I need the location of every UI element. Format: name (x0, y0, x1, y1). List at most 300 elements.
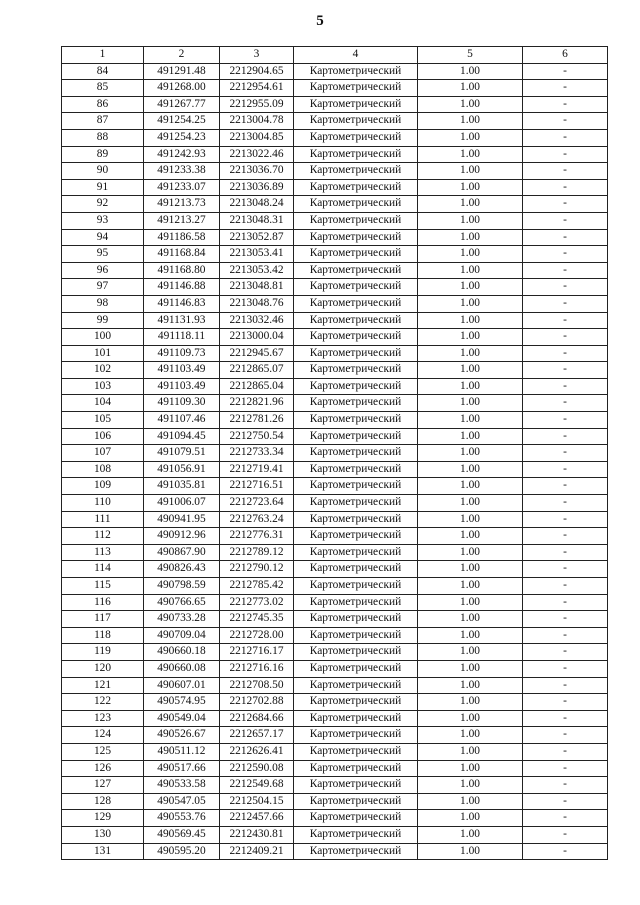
table-cell: Картометрический (294, 644, 418, 661)
table-cell: 2212821.96 (220, 395, 294, 412)
table-cell: 2212781.26 (220, 412, 294, 429)
table-row (62, 63, 608, 80)
table-cell: 1.00 (418, 428, 523, 445)
table-cell: 1.00 (418, 793, 523, 810)
table-cell: 104 (62, 395, 144, 412)
table-cell: 1.00 (418, 594, 523, 611)
table-cell: 491131.93 (144, 312, 220, 329)
table-header-row (62, 47, 608, 64)
table-cell: - (523, 63, 608, 80)
table-cell: 2212719.41 (220, 461, 294, 478)
table-cell: Картометрический (294, 777, 418, 794)
table-row (62, 644, 608, 661)
table-cell: 1.00 (418, 511, 523, 528)
table-cell: - (523, 80, 608, 97)
table-cell: 491168.84 (144, 246, 220, 263)
table-cell: 89 (62, 146, 144, 163)
table-cell: 1.00 (418, 461, 523, 478)
table-cell: 2213052.87 (220, 229, 294, 246)
table-cell: 491291.48 (144, 63, 220, 80)
table-cell: 1.00 (418, 760, 523, 777)
table-cell: 2212865.04 (220, 378, 294, 395)
table-cell: 2213036.70 (220, 163, 294, 180)
table-cell: 491213.73 (144, 196, 220, 213)
table-cell: 490607.01 (144, 677, 220, 694)
table-cell: 1.00 (418, 478, 523, 495)
table-cell: Картометрический (294, 428, 418, 445)
table-row (62, 96, 608, 113)
table-cell: - (523, 578, 608, 595)
table-cell: 98 (62, 295, 144, 312)
table-cell: Картометрический (294, 793, 418, 810)
table-cell: 87 (62, 113, 144, 130)
table-cell: Картометрический (294, 677, 418, 694)
coordinates-table (61, 46, 608, 860)
table-cell: 2212708.50 (220, 677, 294, 694)
table-cell: - (523, 378, 608, 395)
table-cell: 2212684.66 (220, 710, 294, 727)
table-cell: - (523, 528, 608, 545)
table-row (62, 561, 608, 578)
table-cell: 120 (62, 660, 144, 677)
table-cell: - (523, 793, 608, 810)
table-row (62, 295, 608, 312)
table-cell: 1.00 (418, 395, 523, 412)
table-cell: - (523, 627, 608, 644)
table-cell: 103 (62, 378, 144, 395)
table-cell: - (523, 196, 608, 213)
table-row (62, 129, 608, 146)
table-cell: 1.00 (418, 262, 523, 279)
table-cell: - (523, 146, 608, 163)
table-row (62, 312, 608, 329)
table-cell: 491233.07 (144, 179, 220, 196)
table-cell: 1.00 (418, 345, 523, 362)
table-row (62, 246, 608, 263)
table-cell: Картометрический (294, 743, 418, 760)
table-cell: Картометрический (294, 445, 418, 462)
table-cell: 491094.45 (144, 428, 220, 445)
table-cell: 126 (62, 760, 144, 777)
table-cell: 490660.08 (144, 660, 220, 677)
table-cell: - (523, 760, 608, 777)
table-cell: 118 (62, 627, 144, 644)
table-cell: 491168.80 (144, 262, 220, 279)
table-cell: Картометрический (294, 561, 418, 578)
table-cell: - (523, 428, 608, 445)
table-cell: 1.00 (418, 80, 523, 97)
table-cell: Картометрический (294, 80, 418, 97)
table-cell: 1.00 (418, 229, 523, 246)
table-cell: - (523, 478, 608, 495)
table-cell: 110 (62, 495, 144, 512)
table-cell: - (523, 295, 608, 312)
table-cell: 490826.43 (144, 561, 220, 578)
table-cell: 111 (62, 511, 144, 528)
table-cell: 2213048.24 (220, 196, 294, 213)
table-cell: 108 (62, 461, 144, 478)
table-cell: 116 (62, 594, 144, 611)
column-header: 4 (294, 47, 418, 64)
table-cell: Картометрический (294, 495, 418, 512)
table-cell: - (523, 262, 608, 279)
table-row (62, 279, 608, 296)
table-row (62, 677, 608, 694)
table-cell: 1.00 (418, 727, 523, 744)
column-header: 1 (62, 47, 144, 64)
table-cell: - (523, 412, 608, 429)
table-cell: 101 (62, 345, 144, 362)
table-cell: - (523, 345, 608, 362)
table-cell: 2212409.21 (220, 843, 294, 860)
table-row (62, 262, 608, 279)
table-cell: - (523, 312, 608, 329)
table-cell: 1.00 (418, 777, 523, 794)
table-cell: - (523, 561, 608, 578)
table-cell: 491254.23 (144, 129, 220, 146)
table-cell: 2213004.85 (220, 129, 294, 146)
table-cell: - (523, 129, 608, 146)
table-cell: Картометрический (294, 810, 418, 827)
table-cell: 1.00 (418, 495, 523, 512)
table-cell: - (523, 611, 608, 628)
table-cell: 2212549.68 (220, 777, 294, 794)
table-cell: - (523, 96, 608, 113)
table-cell: 490547.05 (144, 793, 220, 810)
table-cell: 2213000.04 (220, 329, 294, 346)
table-row (62, 80, 608, 97)
table-cell: 1.00 (418, 644, 523, 661)
table-row (62, 710, 608, 727)
table-cell: 2212785.42 (220, 578, 294, 595)
table-cell: Картометрический (294, 694, 418, 711)
table-cell: Картометрический (294, 528, 418, 545)
table-cell: 1.00 (418, 163, 523, 180)
table-cell: 1.00 (418, 694, 523, 711)
table-cell: 92 (62, 196, 144, 213)
table-cell: 490517.66 (144, 760, 220, 777)
table-cell: 491233.38 (144, 163, 220, 180)
table-cell: 125 (62, 743, 144, 760)
table-row (62, 793, 608, 810)
table-cell: Картометрический (294, 212, 418, 229)
table-cell: 88 (62, 129, 144, 146)
table-row (62, 843, 608, 860)
table-cell: 2212728.00 (220, 627, 294, 644)
table-cell: 490766.65 (144, 594, 220, 611)
table-cell: Картометрический (294, 246, 418, 263)
table-cell: Картометрический (294, 461, 418, 478)
table-cell: 490569.45 (144, 826, 220, 843)
table-row (62, 212, 608, 229)
table-cell: 113 (62, 544, 144, 561)
table-cell: 2213048.31 (220, 212, 294, 229)
table-cell: Картометрический (294, 146, 418, 163)
table-cell: Картометрический (294, 594, 418, 611)
table-row (62, 544, 608, 561)
table-cell: - (523, 212, 608, 229)
table-cell: - (523, 810, 608, 827)
table-cell: - (523, 246, 608, 263)
table-cell: - (523, 461, 608, 478)
table-row (62, 229, 608, 246)
table-cell: 491268.00 (144, 80, 220, 97)
table-cell: Картометрический (294, 544, 418, 561)
table-cell: 1.00 (418, 295, 523, 312)
table-cell: 2212790.12 (220, 561, 294, 578)
table-row (62, 445, 608, 462)
table-cell: 131 (62, 843, 144, 860)
table-cell: Картометрический (294, 412, 418, 429)
table-cell: - (523, 179, 608, 196)
table-cell: 490533.58 (144, 777, 220, 794)
table-cell: 2212733.34 (220, 445, 294, 462)
table-row (62, 694, 608, 711)
page-number: 5 (316, 13, 324, 29)
table-cell: 1.00 (418, 528, 523, 545)
table-cell: 490511.12 (144, 743, 220, 760)
table-cell: - (523, 826, 608, 843)
table-row (62, 611, 608, 628)
table-cell: 97 (62, 279, 144, 296)
table-cell: Картометрический (294, 295, 418, 312)
table-cell: 1.00 (418, 412, 523, 429)
table-cell: 128 (62, 793, 144, 810)
table-row (62, 578, 608, 595)
table-cell: 491107.46 (144, 412, 220, 429)
table-cell: 2212716.16 (220, 660, 294, 677)
table-cell: 491006.07 (144, 495, 220, 512)
table-row (62, 329, 608, 346)
table-cell: 91 (62, 179, 144, 196)
column-header: 5 (418, 47, 523, 64)
table-cell: - (523, 329, 608, 346)
table-cell: - (523, 113, 608, 130)
table-cell: 490549.04 (144, 710, 220, 727)
table-cell: 112 (62, 528, 144, 545)
table-cell: 2213048.76 (220, 295, 294, 312)
table-row (62, 395, 608, 412)
table-cell: 2212904.65 (220, 63, 294, 80)
table-cell: 123 (62, 710, 144, 727)
table-cell: 490553.76 (144, 810, 220, 827)
column-header: 3 (220, 47, 294, 64)
table-cell: 1.00 (418, 445, 523, 462)
table-row (62, 594, 608, 611)
table-cell: 490595.20 (144, 843, 220, 860)
table-cell: 1.00 (418, 627, 523, 644)
table-cell: 99 (62, 312, 144, 329)
table-cell: - (523, 710, 608, 727)
table-cell: 122 (62, 694, 144, 711)
table-cell: 2212702.88 (220, 694, 294, 711)
table-cell: Картометрический (294, 312, 418, 329)
table-cell: Картометрический (294, 179, 418, 196)
table-cell: Картометрический (294, 826, 418, 843)
table-row (62, 528, 608, 545)
table-cell: 121 (62, 677, 144, 694)
table-cell: 94 (62, 229, 144, 246)
column-header: 6 (523, 47, 608, 64)
table-body (62, 63, 608, 860)
table-cell: 1.00 (418, 329, 523, 346)
table-cell: 2212626.41 (220, 743, 294, 760)
table-cell: Картометрический (294, 378, 418, 395)
table-cell: 86 (62, 96, 144, 113)
table-cell: 2212590.08 (220, 760, 294, 777)
table-cell: - (523, 511, 608, 528)
table-cell: - (523, 163, 608, 180)
table-cell: 491079.51 (144, 445, 220, 462)
table-cell: 491242.93 (144, 146, 220, 163)
table-cell: 1.00 (418, 246, 523, 263)
table-cell: 2212789.12 (220, 544, 294, 561)
table-cell: 1.00 (418, 362, 523, 379)
table-cell: 124 (62, 727, 144, 744)
table-cell: 490912.96 (144, 528, 220, 545)
table-cell: 2212776.31 (220, 528, 294, 545)
table-cell: 84 (62, 63, 144, 80)
table-cell: Картометрический (294, 163, 418, 180)
table-cell: Картометрический (294, 229, 418, 246)
table-cell: 2212430.81 (220, 826, 294, 843)
table-cell: 95 (62, 246, 144, 263)
table-cell: 1.00 (418, 146, 523, 163)
table-cell: 490733.28 (144, 611, 220, 628)
table-cell: 1.00 (418, 611, 523, 628)
table-cell: 1.00 (418, 312, 523, 329)
table-row (62, 179, 608, 196)
table-cell: 127 (62, 777, 144, 794)
table-row (62, 478, 608, 495)
table-cell: 115 (62, 578, 144, 595)
table-cell: 2213022.46 (220, 146, 294, 163)
table-cell: 102 (62, 362, 144, 379)
table-cell: 1.00 (418, 212, 523, 229)
table-cell: - (523, 495, 608, 512)
table-cell: Картометрический (294, 578, 418, 595)
table-cell: - (523, 660, 608, 677)
table-cell: - (523, 594, 608, 611)
table-cell: 491056.91 (144, 461, 220, 478)
table-cell: 96 (62, 262, 144, 279)
table-cell: 2212716.51 (220, 478, 294, 495)
table-cell: 2212954.61 (220, 80, 294, 97)
table-cell: Картометрический (294, 395, 418, 412)
table-cell: 2212773.02 (220, 594, 294, 611)
table-cell: Картометрический (294, 96, 418, 113)
table-row (62, 511, 608, 528)
table-cell: 2212955.09 (220, 96, 294, 113)
table-cell: Картометрический (294, 710, 418, 727)
table-cell: 114 (62, 561, 144, 578)
table-cell: Картометрический (294, 511, 418, 528)
table-cell: 1.00 (418, 279, 523, 296)
table-cell: 491267.77 (144, 96, 220, 113)
table-row (62, 810, 608, 827)
table-cell: 100 (62, 329, 144, 346)
table-cell: 1.00 (418, 179, 523, 196)
table-cell: - (523, 843, 608, 860)
table-cell: 85 (62, 80, 144, 97)
table-cell: 2212504.15 (220, 793, 294, 810)
table-cell: 2213004.78 (220, 113, 294, 130)
table-cell: 2212763.24 (220, 511, 294, 528)
table-cell: 2213032.46 (220, 312, 294, 329)
table-cell: 1.00 (418, 378, 523, 395)
table-cell: - (523, 743, 608, 760)
table-cell: 1.00 (418, 710, 523, 727)
table-cell: 1.00 (418, 63, 523, 80)
table-cell: 2213048.81 (220, 279, 294, 296)
table-cell: 1.00 (418, 96, 523, 113)
table-cell: 1.00 (418, 843, 523, 860)
table-cell: 1.00 (418, 196, 523, 213)
table-cell: Картометрический (294, 329, 418, 346)
table-row (62, 428, 608, 445)
table-cell: 490798.59 (144, 578, 220, 595)
table-row (62, 113, 608, 130)
table-cell: 491186.58 (144, 229, 220, 246)
table-cell: - (523, 544, 608, 561)
table-cell: 490526.67 (144, 727, 220, 744)
table-cell: 490574.95 (144, 694, 220, 711)
table-cell: 2212657.17 (220, 727, 294, 744)
table-cell: 1.00 (418, 113, 523, 130)
table-row (62, 660, 608, 677)
table-cell: Картометрический (294, 478, 418, 495)
table-row (62, 826, 608, 843)
table-cell: 90 (62, 163, 144, 180)
table-cell: 130 (62, 826, 144, 843)
table-cell: 2212723.64 (220, 495, 294, 512)
table-cell: Картометрический (294, 196, 418, 213)
table-cell: 1.00 (418, 677, 523, 694)
table-cell: 106 (62, 428, 144, 445)
table-cell: 2213053.41 (220, 246, 294, 263)
table-cell: 490941.95 (144, 511, 220, 528)
table-cell: 1.00 (418, 544, 523, 561)
table-row (62, 743, 608, 760)
table-row (62, 163, 608, 180)
table-cell: 490867.90 (144, 544, 220, 561)
table-cell: 2212865.07 (220, 362, 294, 379)
table-cell: 2213053.42 (220, 262, 294, 279)
table-cell: - (523, 727, 608, 744)
table-cell: - (523, 279, 608, 296)
table-cell: - (523, 677, 608, 694)
table-cell: Картометрический (294, 727, 418, 744)
table-cell: 109 (62, 478, 144, 495)
table-cell: 117 (62, 611, 144, 628)
table-cell: - (523, 694, 608, 711)
table-cell: 1.00 (418, 578, 523, 595)
table-row (62, 378, 608, 395)
table-cell: 491146.83 (144, 295, 220, 312)
table-cell: - (523, 362, 608, 379)
table-cell: Картометрический (294, 843, 418, 860)
table-cell: 1.00 (418, 810, 523, 827)
table-cell: 2212716.17 (220, 644, 294, 661)
table-cell: Картометрический (294, 129, 418, 146)
table-cell: 490660.18 (144, 644, 220, 661)
table-cell: Картометрический (294, 63, 418, 80)
table-cell: - (523, 644, 608, 661)
table-cell: 129 (62, 810, 144, 827)
table-cell: - (523, 395, 608, 412)
table-cell: 490709.04 (144, 627, 220, 644)
table-cell: 491103.49 (144, 362, 220, 379)
